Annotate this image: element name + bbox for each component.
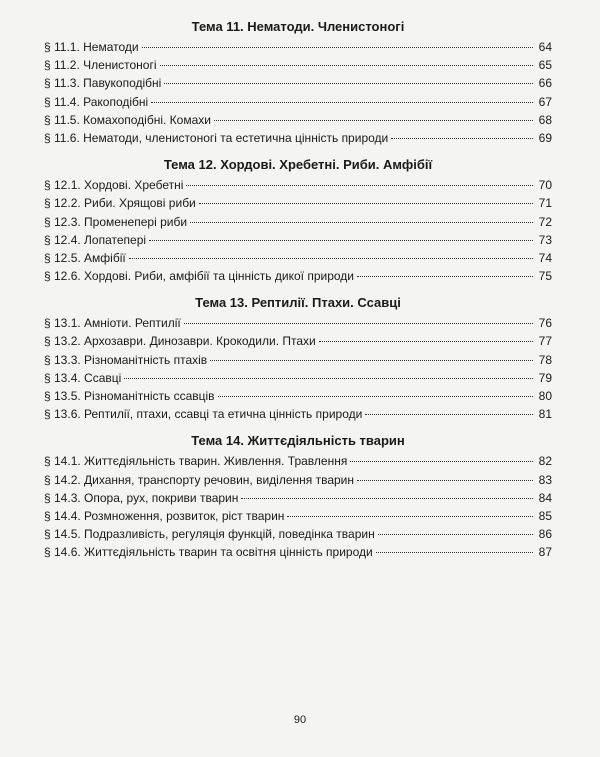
entry-page-number: 67 <box>538 94 552 109</box>
section-title: Тема 11. Нематоди. Членистоногі <box>191 19 405 34</box>
entry-page-number: 79 <box>538 370 552 385</box>
entry-page-number: 77 <box>538 334 552 349</box>
entry-page-number: 85 <box>538 508 552 523</box>
entry-label: § 14.2. Дихання, транспорту речовин, виділення тварин <box>44 472 355 487</box>
entry-page-number: 71 <box>538 196 552 211</box>
toc-section <box>44 430 552 561</box>
entry-label: § 12.5. Амфібії <box>44 250 126 265</box>
dot-leader <box>365 414 533 415</box>
entry-label: § 14.5. Подразливість, регуляція функцій, поведінка тварин <box>44 527 375 542</box>
entry-page-number: 86 <box>538 527 552 542</box>
entry-label: § 13.4. Ссавці <box>44 370 122 385</box>
dot-leader <box>357 276 533 277</box>
toc-entry[interactable] <box>44 351 552 369</box>
toc-section <box>44 16 552 147</box>
toc-entry[interactable] <box>44 213 552 231</box>
toc-entry[interactable] <box>44 489 552 507</box>
dot-leader <box>124 378 533 379</box>
dot-leader <box>190 222 533 223</box>
toc-entry[interactable] <box>44 194 552 212</box>
entry-page-number: 69 <box>538 130 552 145</box>
entry-label: § 12.3. Променепері риби <box>44 214 188 229</box>
toc-entry[interactable] <box>44 543 552 561</box>
entry-label: § 14.3. Опора, рух, покриви тварин <box>44 490 239 505</box>
dot-leader <box>218 396 533 397</box>
toc-entry[interactable] <box>44 405 552 423</box>
dot-leader <box>319 341 533 342</box>
entry-label: § 13.6. Рептилії, птахи, ссавці та етична цінність природи <box>44 407 363 422</box>
toc-entry[interactable] <box>44 111 552 129</box>
entry-page-number: 65 <box>538 58 552 73</box>
entry-page-number: 78 <box>538 352 552 367</box>
entry-label: § 14.1. Життєдіяльність тварин. Живлення. Травлення <box>44 454 348 469</box>
toc-entry[interactable] <box>44 525 552 543</box>
toc-entry[interactable] <box>44 314 552 332</box>
entry-page-number: 74 <box>538 250 552 265</box>
entry-page-number: 83 <box>538 472 552 487</box>
entry-label: § 11.3. Павукоподібні <box>44 76 162 91</box>
entry-label: § 14.4. Розмноження, розвиток, ріст тварин <box>44 508 285 523</box>
entry-page-number: 81 <box>538 407 552 422</box>
entry-label: § 11.6. Нематоди, членистоногі та естетична цінність природи <box>44 130 389 145</box>
toc-entry[interactable] <box>44 452 552 470</box>
toc-entry[interactable] <box>44 332 552 350</box>
entry-label: § 12.6. Хордові. Риби, амфібії та цінність дикої природи <box>44 269 354 284</box>
dot-leader <box>142 47 533 48</box>
dot-leader <box>151 102 533 103</box>
entry-label: § 12.1. Хордові. Хребетні <box>44 178 184 193</box>
toc-section <box>44 154 552 285</box>
entry-label: § 12.4. Лопатепері <box>44 232 147 247</box>
entry-label: § 12.2. Риби. Хрящові риби <box>44 196 196 211</box>
dot-leader <box>376 552 533 553</box>
entry-page-number: 80 <box>538 389 552 403</box>
toc-entry[interactable] <box>44 176 552 194</box>
toc-entry[interactable] <box>44 38 552 56</box>
dot-leader <box>350 461 533 462</box>
toc-entry[interactable] <box>44 267 552 285</box>
dot-leader <box>214 120 533 121</box>
entry-page-number: 87 <box>538 545 552 560</box>
entry-page-number: 73 <box>538 232 552 247</box>
toc-entry[interactable] <box>44 471 552 489</box>
entry-label: § 13.1. Амніоти. Рептилії <box>44 316 181 331</box>
section-title: Тема 13. Рептилії. Птахи. Ссавці <box>195 295 401 311</box>
section-title: Тема 14. Життєдіяльність тварин <box>191 433 405 449</box>
entry-page-number: 84 <box>538 490 552 505</box>
dot-leader <box>378 534 533 535</box>
dot-leader <box>149 240 533 241</box>
dot-leader <box>160 65 533 66</box>
entry-label: § 11.2. Членистоногі <box>44 58 157 73</box>
entry-page-number: 82 <box>538 454 552 469</box>
toc-entry[interactable] <box>44 56 552 74</box>
entry-label: § 11.4. Ракоподібні <box>44 94 149 109</box>
section-title: Тема 12. Хордові. Хребетні. Риби. Амфібії <box>163 157 433 173</box>
toc-entry[interactable] <box>44 74 552 92</box>
entry-label: § 14.6. Життєдіяльність тварин та освітня цінність природи <box>44 545 373 560</box>
toc-section <box>44 292 552 423</box>
entry-label: § 13.5. Різноманітність ссавців <box>44 389 215 403</box>
entry-label: § 11.5. Комахоподібні. Комахи <box>44 112 211 127</box>
entry-label: § 11.1. Нематоди <box>44 40 139 54</box>
dot-leader <box>184 323 533 324</box>
dot-leader <box>210 360 533 361</box>
entry-label: § 13.2. Архозаври. Динозаври. Крокодили. Птахи <box>44 334 316 349</box>
toc-entry[interactable] <box>44 93 552 111</box>
toc-entry[interactable] <box>44 231 552 249</box>
dot-leader <box>391 138 533 139</box>
entry-page-number: 68 <box>538 112 552 127</box>
page-number: 90 <box>293 714 307 726</box>
entry-label: § 13.3. Різноманітність птахів <box>44 352 208 367</box>
toc-entry[interactable] <box>44 507 552 525</box>
toc-entry[interactable] <box>44 387 552 405</box>
dot-leader <box>129 258 533 259</box>
toc-entry[interactable] <box>44 249 552 267</box>
toc-entry[interactable] <box>44 369 552 387</box>
dot-leader <box>287 516 533 517</box>
dot-leader <box>164 83 533 84</box>
dot-leader <box>241 498 533 499</box>
entry-page-number: 72 <box>538 214 552 229</box>
dot-leader <box>357 480 533 481</box>
dot-leader <box>199 203 533 204</box>
table-of-contents <box>44 16 552 569</box>
dot-leader <box>186 185 533 186</box>
entry-page-number: 70 <box>538 178 552 193</box>
entry-page-number: 75 <box>538 269 552 284</box>
toc-entry[interactable] <box>44 129 552 147</box>
entry-page-number: 64 <box>538 40 552 54</box>
entry-page-number: 66 <box>538 76 552 91</box>
entry-page-number: 76 <box>538 316 552 331</box>
